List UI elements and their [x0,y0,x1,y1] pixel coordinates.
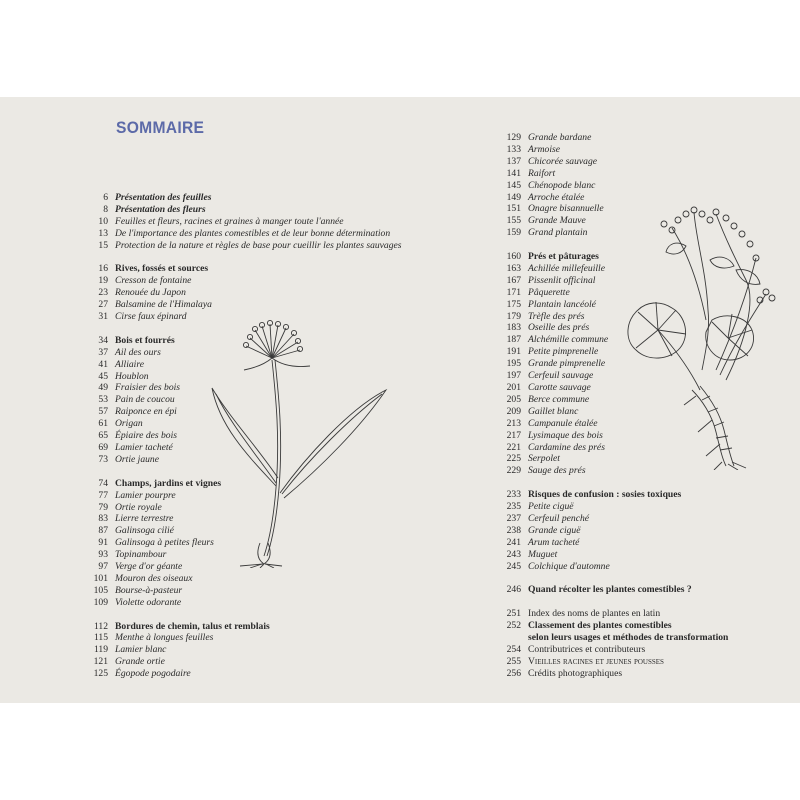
entry-title: Armoise [528,143,560,155]
entry-title: Présentation des fleurs [115,203,206,215]
entry-title: Classement des plantes comestibles [528,620,672,632]
page-number: 237 [506,512,521,524]
entry-title: Alchémille commune [528,334,609,346]
toc-entry [497,584,728,596]
page-number: 159 [506,227,521,239]
page-number: 252 [506,620,521,632]
toc-entry [84,287,402,299]
flower-clusters [661,207,775,303]
entry-title: Trèfle des prés [528,310,585,322]
page-number: 145 [506,179,521,191]
toc-entry [497,180,728,192]
entry-title: Topinambour [115,549,167,561]
page-number: 241 [506,536,521,548]
toc-entry [497,561,728,573]
page-number: 121 [93,656,108,668]
entry-title: Arum tacheté [528,536,580,548]
toc-section [497,608,728,679]
entry-title: Colchique d'automne [528,560,610,572]
entry-title: Lamier pourpre [115,489,176,501]
entry-title: Plantain lancéolé [528,298,596,310]
entry-title: Bordures de chemin, talus et remblais [115,620,270,632]
page-number: 229 [506,465,521,477]
entry-title: Grande Mauve [528,215,586,227]
entry-title: Galinsoga cilié [115,525,174,537]
entry-title: Balsamine de l'Himalaya [115,299,212,311]
entry-title: Petite ciguë [528,501,574,513]
page-number: 27 [98,299,108,311]
entry-title: Lierre terrestre [115,513,174,525]
entry-title: Onagre bisannuelle [528,203,604,215]
page-number: 137 [506,155,521,167]
wild-garlic-illustration [210,318,400,568]
page-number: 187 [506,334,521,346]
entry-title: Gaillet blanc [528,405,579,417]
entry-title: Berce commune [528,393,590,405]
page-number: 246 [506,584,521,596]
page-number: 195 [506,358,521,370]
page-number: 49 [98,382,108,394]
page-number: 141 [506,167,521,179]
page-number: 191 [506,346,521,358]
toc-section [84,621,402,681]
toc-entry [84,644,402,656]
page-number: 197 [506,370,521,382]
entry-title: Index des noms de plantes en latin [528,608,661,620]
page-number: 79 [98,501,108,513]
page-number: 37 [98,346,108,358]
page-number: 105 [93,584,108,596]
page-number: 205 [506,393,521,405]
page-number: 93 [98,549,108,561]
toc-section [84,263,402,323]
page-number: 45 [98,370,108,382]
toc-entry [497,489,728,501]
page-number: 16 [98,263,108,275]
entry-title: Renouée du Japon [115,287,186,299]
page-number: 8 [103,203,108,215]
toc-section [497,584,728,596]
entry-title: Ail des ours [115,346,161,358]
entry-title: Grande ortie [115,656,165,668]
entry-title: Épiaire des bois [115,430,177,442]
entry-title: Pain de coucou [115,394,175,406]
toc-entry [84,573,402,585]
entry-title: Mouron des oiseaux [115,572,193,584]
entry-title: Feuilles et fleurs, racines et graines à manger toute l'année [115,215,344,227]
page-number: 235 [506,501,521,513]
page-number: 57 [98,406,108,418]
umbel-florets [243,320,302,358]
entry-title: Contributrices et contributeurs [528,643,646,655]
toc-entry [84,228,402,240]
entry-title: Égopode pogodaire [115,668,191,680]
page-number: 15 [98,239,108,251]
entry-title: Cresson de fontaine [115,275,192,287]
page-number: 217 [506,429,521,441]
toc-entry [497,525,728,537]
page-number: 149 [506,191,521,203]
toc-entry [84,632,402,644]
toc-section [84,192,402,252]
entry-title: Grande bardane [528,132,592,143]
page-number: 254 [506,643,521,655]
entry-title: Petite pimprenelle [528,346,599,358]
entry-title: Cerfeuil sauvage [528,370,594,382]
entry-title: Lysimaque des bois [528,429,603,441]
entry-title: Campanule étalée [528,417,598,429]
page-number: 19 [98,275,108,287]
page-number: 175 [506,298,521,310]
entry-title: Crédits photographiques [528,667,623,679]
entry-title: Verge d'or géante [115,561,183,573]
entry-title: Cardamine des prés [528,441,605,453]
entry-title: Protection de la nature et règles de base pour cueillir les plantes sauvages [115,239,402,251]
entry-title: Bourse-à-pasteur [115,584,183,596]
toc-entry [497,668,728,680]
entry-title: Ortie jaune [115,453,159,465]
entry-title: Pissenlit officinal [528,274,596,286]
toc-entry [84,216,402,228]
entry-title: Champs, jardins et vignes [115,477,222,489]
page-number: 65 [98,430,108,442]
page-number: 91 [98,537,108,549]
entry-title: Présentation des feuilles [115,192,212,203]
page-number: 77 [98,489,108,501]
entry-title: Oseille des prés [528,322,590,334]
page-number: 69 [98,442,108,453]
page-number: 129 [506,132,521,143]
page-number: 112 [93,620,108,632]
entry-title: Vieilles racines et jeunes pousses [528,655,664,667]
page-number: 31 [98,311,108,323]
toc-entry [84,240,402,252]
page-number: 179 [506,310,521,322]
page-number: 101 [93,572,108,584]
toc-entry [84,656,402,668]
entry-title: Menthe à longues feuilles [115,632,214,644]
toc-entry [497,132,728,144]
entry-title: Fraisier des bois [115,382,181,394]
entry-title: Houblon [115,370,149,382]
toc-entry [84,585,402,597]
entry-title: Ortie royale [115,501,162,513]
toc-entry [497,608,728,620]
page-number: 233 [506,489,521,501]
page-number: 255 [506,655,521,667]
page-number: 243 [506,548,521,560]
page-number: 53 [98,394,108,406]
page-number: 225 [506,453,521,465]
toc-entry [497,168,728,180]
entry-title: Galinsoga à petites fleurs [115,537,214,549]
toc-entry [497,620,728,632]
toc-entry [497,144,728,156]
entry-title: Grand plantain [528,227,588,239]
page-number: 119 [93,644,108,656]
page-number: 13 [98,227,108,239]
entry-title: De l'importance des plantes comestibles et de leur bonne détermination [115,227,391,239]
page-number: 160 [506,251,521,263]
entry-title: Chicorée sauvage [528,155,598,167]
entry-title: Lamier blanc [115,644,167,656]
page-number: 155 [506,215,521,227]
entry-title: Raifort [528,167,556,179]
entry-title: Alliaire [115,358,144,370]
entry-title: Bois et fourrés [115,334,175,346]
page-number: 83 [98,513,108,525]
toc-section [497,489,728,572]
entry-title: Quand récolter les plantes comestibles ? [528,584,692,596]
page-number: 245 [506,560,521,572]
page-number: 74 [98,477,108,489]
page-number: 256 [506,667,521,679]
page-number: 163 [506,262,521,274]
toc-entry [497,644,728,656]
entry-title: selon leurs usages et méthodes de transformation [528,632,729,643]
page-number: 87 [98,525,108,537]
page-number: 221 [506,441,521,453]
toc-entry [84,275,402,287]
toc-entry [497,501,728,513]
entry-title: Grande pimprenelle [528,358,606,370]
entry-title: Muguet [528,548,558,560]
page-number: 183 [506,322,521,334]
page-number: 6 [103,192,108,203]
entry-title: Lamier tacheté [115,442,173,453]
toc-entry [497,656,728,668]
toc-entry [84,597,402,609]
entry-title: Cirse faux épinard [115,311,187,323]
page-number: 125 [93,668,108,680]
toc-entry [84,621,402,633]
toc-entry [497,549,728,561]
page-title: SOMMAIRE [116,118,205,137]
entry-title: Prés et pâturages [528,251,599,263]
page-number: 23 [98,287,108,299]
page-number: 238 [506,524,521,536]
toc-entry [497,632,728,644]
entry-title: Origan [115,418,143,430]
page-number: 109 [93,596,108,608]
toc-entry [84,668,402,680]
entry-title: Achillée millefeuille [528,262,605,274]
page-number: 34 [98,334,108,346]
page-number: 10 [98,215,108,227]
page-number: 213 [506,417,521,429]
entry-title: Raiponce en épi [115,406,177,418]
entry-title: Carotte sauvage [528,382,591,394]
page-number: 167 [506,274,521,286]
entry-title: Pâquerette [528,286,570,298]
page-number: 41 [98,358,108,370]
entry-title: Rives, fossés et sources [115,263,209,275]
page-number: 133 [506,143,521,155]
page-number: 151 [506,203,521,215]
page-number: 115 [93,632,108,644]
entry-title: Cerfeuil penché [528,512,590,524]
page-number: 171 [506,286,521,298]
toc-entry [497,513,728,525]
page-number: 209 [506,405,521,417]
entry-title: Chénopode blanc [528,179,596,191]
toc-entry [497,156,728,168]
page-number: 201 [506,382,521,394]
page-number: 73 [98,453,108,465]
ladys-mantle-illustration [616,200,786,470]
page-number: 97 [98,561,108,573]
toc-entry [84,299,402,311]
entry-title: Grande ciguë [528,524,581,536]
page-number: 61 [98,418,108,430]
toc-entry [84,192,402,204]
entry-title: Serpolet [528,453,560,465]
page-number: 251 [506,608,521,620]
toc-entry [497,537,728,549]
entry-title: Sauge des prés [528,465,586,477]
entry-title: Arroche étalée [528,191,585,203]
entry-title: Risques de confusion : sosies toxiques [528,489,682,501]
toc-entry [84,263,402,275]
toc-entry [84,204,402,216]
entry-title: Violette odorante [115,596,182,608]
